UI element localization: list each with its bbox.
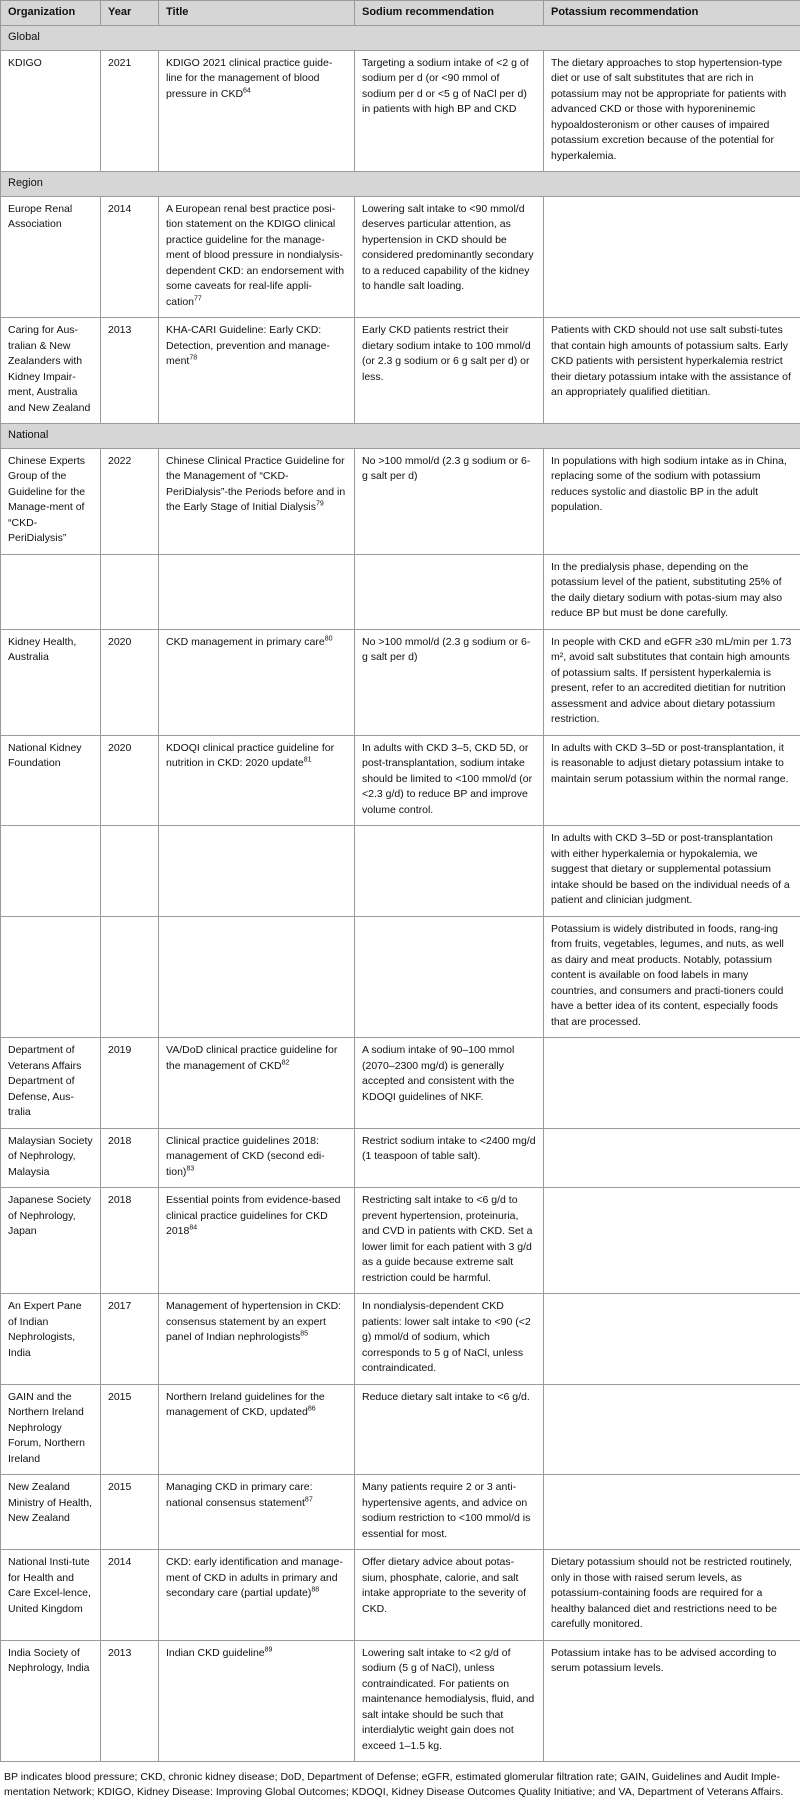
title-text: Essential points from evidence-based clinical practice guidelines for CKD 2018 — [166, 1194, 341, 1237]
cell-title — [159, 1038, 355, 1129]
table-row — [1, 1640, 800, 1762]
header-organization: Organization — [1, 1, 101, 26]
table-row — [1, 318, 800, 424]
cell-potassium: In populations with high sodium intake as in China, replacing some of the sodium with potassium reduces systolic and diastolic BP in the adult population. — [544, 448, 800, 554]
cell-potassium — [544, 1038, 800, 1129]
title-text: KHA-CARI Guideline: Early CKD: Detection, prevention and manage-ment — [166, 324, 330, 367]
reference-number: 79 — [316, 501, 324, 508]
cell-organization: Chinese Experts Group of the Guideline for the Manage-ment of “CKD-PeriDialysis” — [1, 448, 101, 554]
table-row — [1, 196, 800, 318]
cell-sodium: In adults with CKD 3–5, CKD 5D, or post-transplantation, sodium intake should be limited to <100 mmol/d (or <2.3 g/d) to reduce BP and improve volume control. — [355, 735, 544, 826]
cell-year: 2014 — [101, 1550, 159, 1641]
cell-potassium: In adults with CKD 3–5D or post-transplantation, it is reasonable to adjust dietary potassium intake to maintain serum potassium within the normal range. — [544, 735, 800, 826]
cell-organization: Malaysian Society of Nephrology, Malaysia — [1, 1128, 101, 1188]
cell-title — [159, 916, 355, 1038]
title-text: CKD management in primary care — [166, 636, 325, 648]
cell-organization: Caring for Aus-tralian & New Zealanders with Kidney Impair-ment, Australia and New Zealand — [1, 318, 101, 424]
cell-title — [159, 1128, 355, 1188]
table-row — [1, 1550, 800, 1641]
cell-sodium — [355, 554, 544, 629]
table-row — [1, 1128, 800, 1188]
cell-sodium: Restrict sodium intake to <2400 mg/d (1 teaspoon of table salt). — [355, 1128, 544, 1188]
cell-title — [159, 1188, 355, 1294]
cell-year — [101, 916, 159, 1038]
table-row — [1, 1188, 800, 1294]
section-row — [1, 424, 800, 449]
cell-title — [159, 1384, 355, 1475]
title-text: KDOQI clinical practice guideline for nutrition in CKD: 2020 update — [166, 742, 334, 770]
cell-organization: India Society of Nephrology, India — [1, 1640, 101, 1762]
cell-potassium: Dietary potassium should not be restricted routinely, only in those with raised serum levels, as potassium-containing foods are required for a healthy balanced diet and restrictions need to be carefully monitored. — [544, 1550, 800, 1641]
cell-sodium: Lowering salt intake to <2 g/d of sodium (5 g of NaCl), unless contraindicated. For patients on maintenance hemodialysis, fluid, and salt intake should be such that interdialytic weight gain does not exceed 1–1.5 kg. — [355, 1640, 544, 1762]
cell-organization: Department of Veterans Affairs Department of Defense, Aus-tralia — [1, 1038, 101, 1129]
reference-number: 81 — [304, 757, 312, 764]
reference-number: 82 — [282, 1059, 290, 1066]
header-sodium: Sodium recommendation — [355, 1, 544, 26]
table-row — [1, 1294, 800, 1385]
cell-title — [159, 1640, 355, 1762]
cell-potassium: The dietary approaches to stop hypertension-type diet or use of salt substitutes that are rich in potassium may not be appropriate for patients with advanced CKD or those with hyporeninemic hypoaldosteronism or other causes of impaired potassium excretion because of the potential for hyperkalemia. — [544, 50, 800, 172]
reference-number: 89 — [265, 1646, 273, 1653]
cell-organization: National Insti-tute for Health and Care Excel-lence, United Kingdom — [1, 1550, 101, 1641]
cell-potassium — [544, 1475, 800, 1550]
cell-title — [159, 318, 355, 424]
cell-sodium: In nondialysis-dependent CKD patients: lower salt intake to <90 (<2 g) mmol/d of sodium, which corresponds to 5 g of NaCl, unless contraindicated. — [355, 1294, 544, 1385]
title-text: A European renal best practice posi-tion statement on the KDIGO clinical practice guideline for the manage-ment of blood pressure in nondialysis-dependent CKD: an endorsement with some caveats for real-life appli-cation — [166, 203, 344, 308]
cell-year: 2013 — [101, 1640, 159, 1762]
cell-year — [101, 554, 159, 629]
table-row — [1, 735, 800, 826]
reference-number: 77 — [194, 295, 202, 302]
cell-title — [159, 1294, 355, 1385]
cell-sodium: Restricting salt intake to <6 g/d to prevent hypertension, proteinuria, and CVD in patients with CKD. Set a lower limit for each patient with 3 g/d as a guide because extreme salt restriction could be harmful. — [355, 1188, 544, 1294]
reference-number: 86 — [308, 1406, 316, 1413]
cell-organization — [1, 554, 101, 629]
reference-number: 64 — [243, 87, 251, 94]
title-text: Managing CKD in primary care: national consensus statement — [166, 1481, 312, 1509]
section-label: Global — [1, 26, 800, 51]
title-text: Northern Ireland guidelines for the management of CKD, updated — [166, 1391, 325, 1419]
section-row — [1, 172, 800, 197]
cell-sodium: Lowering salt intake to <90 mmol/d deserves particular attention, as hypertension in CKD should be considered predominantly secondary to a reduced capability of the kidney to handle salt loading. — [355, 196, 544, 318]
table-row — [1, 554, 800, 629]
cell-title — [159, 735, 355, 826]
cell-potassium — [544, 196, 800, 318]
table-row — [1, 1384, 800, 1475]
header-year: Year — [101, 1, 159, 26]
reference-number: 88 — [311, 1587, 319, 1594]
cell-sodium: Offer dietary advice about potas-sium, phosphate, calorie, and salt intake appropriate to the severity of CKD. — [355, 1550, 544, 1641]
table-row — [1, 916, 800, 1038]
table-row — [1, 629, 800, 735]
cell-sodium: No >100 mmol/d (2.3 g sodium or 6-g salt per d) — [355, 448, 544, 554]
reference-number: 87 — [305, 1496, 313, 1503]
cell-sodium: Many patients require 2 or 3 anti-hypertensive agents, and advice on sodium restriction to <100 mmol/d is essential for most. — [355, 1475, 544, 1550]
cell-sodium — [355, 826, 544, 917]
section-row — [1, 26, 800, 51]
table-body — [1, 26, 800, 1762]
table-row — [1, 1038, 800, 1129]
reference-number: 78 — [189, 355, 197, 362]
title-text: Chinese Clinical Practice Guideline for the Management of “CKD-PeriDialysis”-the Periods before and in the Early Stage of Initial Dialysis — [166, 455, 345, 514]
cell-sodium: A sodium intake of 90–100 mmol (2070–2300 mg/d) is generally accepted and consistent with the KDOQI guidelines of NKF. — [355, 1038, 544, 1129]
cell-sodium: Early CKD patients restrict their dietary sodium intake to 100 mmol/d (or 2.3 g sodium or 6 g salt per d) or less. — [355, 318, 544, 424]
cell-year — [101, 826, 159, 917]
cell-potassium: Potassium intake has to be advised according to serum potassium levels. — [544, 1640, 800, 1762]
title-text: KDIGO 2021 clinical practice guide-line for the management of blood pressure in CKD — [166, 57, 332, 100]
cell-organization: Japanese Society of Nephrology, Japan — [1, 1188, 101, 1294]
title-text: VA/DoD clinical practice guideline for the management of CKD — [166, 1044, 337, 1072]
cell-sodium: No >100 mmol/d (2.3 g sodium or 6-g salt per d) — [355, 629, 544, 735]
cell-title — [159, 1550, 355, 1641]
footnote: BP indicates blood pressure; CKD, chronic kidney disease; DoD, Department of Defense; eGFR, estimated glomerular filtration rate; GAIN, Guidelines and Audit Imple-mentation Network; KDIGO, Kidney Disease: Improving Global Outcomes; KDOQI, Kidney Disease Outcomes Quality Initiative; and VA, Department of Veterans Affairs. — [0, 1762, 800, 1800]
cell-organization — [1, 916, 101, 1038]
table-row — [1, 826, 800, 917]
title-text: Indian CKD guideline — [166, 1647, 265, 1659]
cell-year: 2022 — [101, 448, 159, 554]
cell-title — [159, 50, 355, 172]
cell-year: 2015 — [101, 1384, 159, 1475]
header-potassium: Potassium recommendation — [544, 1, 800, 26]
cell-sodium: Targeting a sodium intake of <2 g of sodium per d (or <90 mmol of sodium per d or <5 g of NaCl per d) in patients with high BP and CKD — [355, 50, 544, 172]
cell-potassium — [544, 1294, 800, 1385]
header-row — [1, 1, 800, 26]
cell-year: 2021 — [101, 50, 159, 172]
reference-number: 84 — [189, 1225, 197, 1232]
cell-year: 2013 — [101, 318, 159, 424]
cell-year: 2018 — [101, 1128, 159, 1188]
section-label: National — [1, 424, 800, 449]
cell-year: 2018 — [101, 1188, 159, 1294]
cell-year: 2017 — [101, 1294, 159, 1385]
cell-organization: KDIGO — [1, 50, 101, 172]
cell-potassium: In people with CKD and eGFR ≥30 mL/min per 1.73 m², avoid salt substitutes that contain high amounts of potassium salts. If persistent hyperkalemia is present, refer to an accredited dietitian for nutrition assessment and advice about dietary potassium restriction. — [544, 629, 800, 735]
reference-number: 83 — [186, 1165, 194, 1172]
cell-potassium — [544, 1188, 800, 1294]
cell-year: 2015 — [101, 1475, 159, 1550]
table-row — [1, 50, 800, 172]
cell-year: 2020 — [101, 735, 159, 826]
header-title: Title — [159, 1, 355, 26]
cell-organization: National Kidney Foundation — [1, 735, 101, 826]
cell-title — [159, 1475, 355, 1550]
reference-number: 85 — [300, 1331, 308, 1338]
cell-title — [159, 629, 355, 735]
cell-organization: GAIN and the Northern Ireland Nephrology Forum, Northern Ireland — [1, 1384, 101, 1475]
cell-organization: New Zealand Ministry of Health, New Zealand — [1, 1475, 101, 1550]
cell-title — [159, 448, 355, 554]
cell-potassium: In adults with CKD 3–5D or post-transplantation with either hyperkalemia or hypokalemia, we suggest that dietary or supplemental potassium intake should be based on the individual needs of a patient and clinician judgment. — [544, 826, 800, 917]
cell-title — [159, 826, 355, 917]
table-row — [1, 448, 800, 554]
cell-potassium: Patients with CKD should not use salt substi-tutes that contain high amounts of potassium salts. Early CKD patients with persistent hyperkalemia restrict their dietary potassium intake with the assistance of an appropriately qualified dietitian. — [544, 318, 800, 424]
cell-year: 2014 — [101, 196, 159, 318]
cell-organization: An Expert Pane of Indian Nephrologists, India — [1, 1294, 101, 1385]
title-text: CKD: early identification and manage-ment of CKD in adults in primary and secondary care (partial update) — [166, 1556, 343, 1599]
cell-title — [159, 554, 355, 629]
cell-organization — [1, 826, 101, 917]
cell-sodium — [355, 916, 544, 1038]
cell-potassium: In the predialysis phase, depending on the potassium level of the patient, substituting 25% of the daily dietary sodium with potas-sium may also reduce BP but must be done carefully. — [544, 554, 800, 629]
cell-organization: Europe Renal Association — [1, 196, 101, 318]
cell-sodium: Reduce dietary salt intake to <6 g/d. — [355, 1384, 544, 1475]
cell-year: 2020 — [101, 629, 159, 735]
title-text: Management of hypertension in CKD: consensus statement by an expert panel of Indian nephrologists — [166, 1300, 341, 1343]
cell-potassium — [544, 1384, 800, 1475]
table-row — [1, 1475, 800, 1550]
reference-number: 80 — [325, 635, 333, 642]
title-text: Clinical practice guidelines 2018: management of CKD (second edi-tion) — [166, 1135, 325, 1178]
section-label: Region — [1, 172, 800, 197]
cell-year: 2019 — [101, 1038, 159, 1129]
cell-title — [159, 196, 355, 318]
cell-potassium: Potassium is widely distributed in foods, rang-ing from fruits, vegetables, legumes, and nuts, as well as dairy and meat products. Notably, potassium content is available on food labels in many countries, and consumers and practi-tioners could have a better idea of its content, especially foods that are processed. — [544, 916, 800, 1038]
cell-potassium — [544, 1128, 800, 1188]
cell-organization: Kidney Health, Australia — [1, 629, 101, 735]
